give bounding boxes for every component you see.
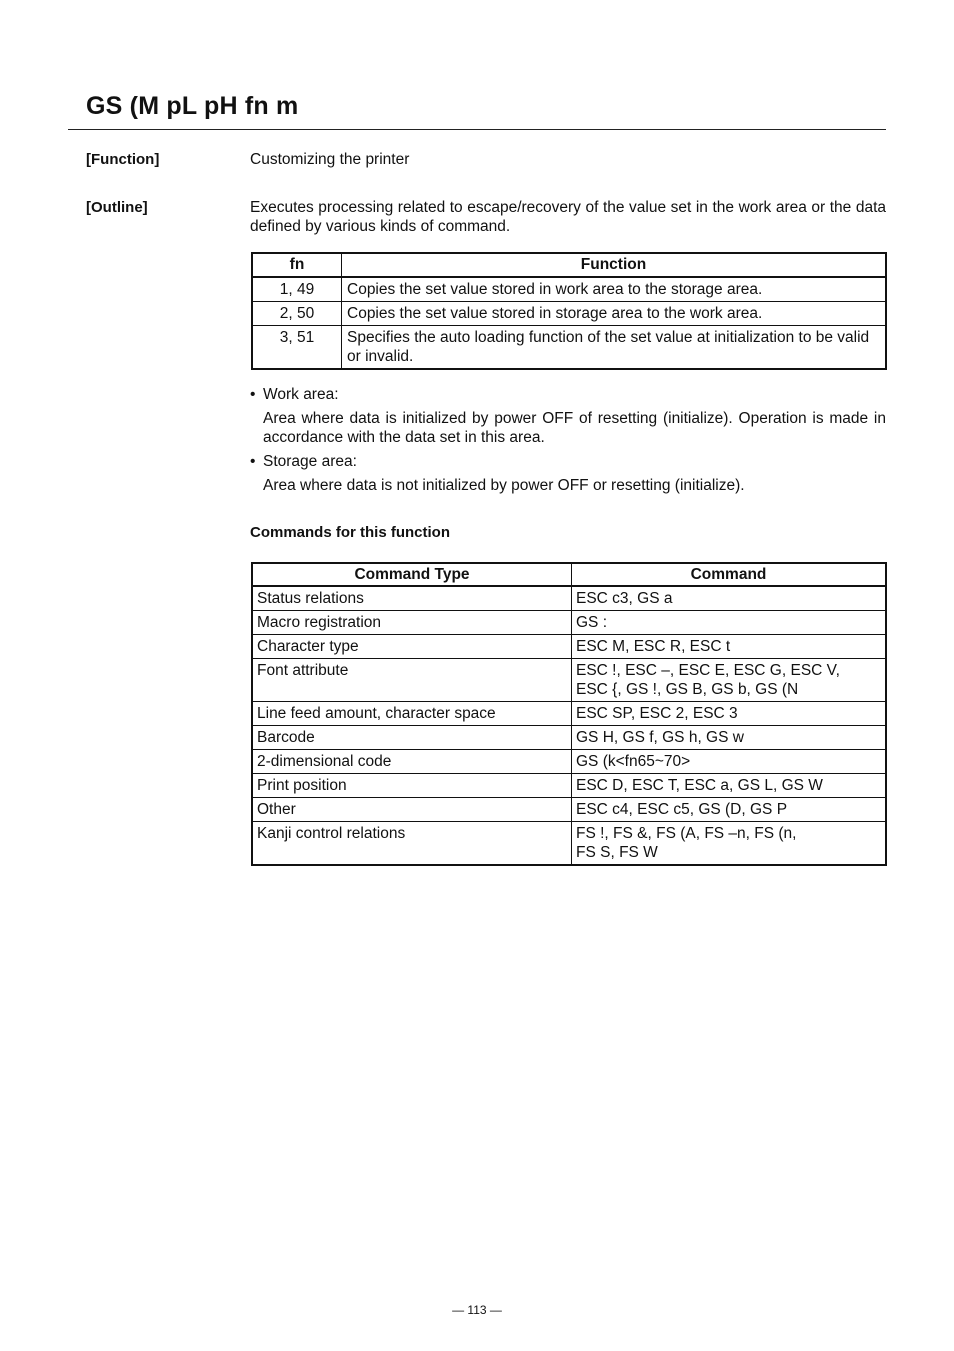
outline-text: Executes processing related to escape/recovery of the value set in the work area or the data defined by various kinds of command.: [250, 199, 886, 235]
table-row: [252, 302, 886, 326]
command-line: GS :: [576, 614, 608, 631]
command-line: FS S, FS W: [576, 844, 658, 861]
table-row: [252, 326, 886, 370]
function-column-header: Function: [342, 253, 887, 277]
command-type-cell: 2-dimensional code: [252, 750, 572, 774]
command-type-cell: Barcode: [252, 726, 572, 750]
area-term: Work area:: [263, 386, 339, 403]
page-number: — 113 —: [452, 1303, 502, 1317]
command-type-cell: Line feed amount, character space: [252, 702, 572, 726]
fn-table-header-row: [252, 253, 886, 277]
fn-value: 2, 50: [252, 302, 342, 326]
command-cell: [572, 586, 887, 611]
command-cell: [572, 635, 887, 659]
command-type-cell: Other: [252, 798, 572, 822]
table-row: [252, 659, 886, 702]
command-type-column-header: Command Type: [252, 563, 572, 586]
function-label: [Function]: [86, 151, 160, 168]
command-line: ESC c4, ESC c5, GS (D, GS P: [576, 801, 788, 818]
page-title: GS (M pL pH fn m: [86, 92, 299, 120]
table-row: [252, 635, 886, 659]
fn-value: 1, 49: [252, 277, 342, 302]
bullet-icon: •: [250, 453, 256, 470]
command-cell: [572, 822, 887, 866]
command-column-header: Command: [572, 563, 887, 586]
command-line: ESC M, ESC R, ESC t: [576, 638, 731, 655]
area-definitions: [250, 385, 886, 500]
command-line: ESC !, ESC –, ESC E, ESC G, ESC V,: [576, 662, 840, 679]
command-line: ESC D, ESC T, ESC a, GS L, GS W: [576, 777, 823, 794]
table-row: [252, 774, 886, 798]
table-row: [252, 798, 886, 822]
area-term: Storage area:: [263, 453, 357, 470]
command-line: ESC SP, ESC 2, ESC 3: [576, 705, 738, 722]
table-row: [252, 750, 886, 774]
list-item: [250, 452, 886, 471]
bullet-icon: •: [250, 386, 256, 403]
command-cell: [572, 750, 887, 774]
fn-column-header: fn: [252, 253, 342, 277]
fn-value: 3, 51: [252, 326, 342, 370]
command-cell: [572, 659, 887, 702]
table-row: [252, 822, 886, 866]
table-row: [252, 726, 886, 750]
command-type-cell: Macro registration: [252, 611, 572, 635]
command-cell: [572, 702, 887, 726]
command-cell: [572, 611, 887, 635]
command-table: [251, 562, 887, 866]
area-description: Area where data is initialized by power OFF of resetting (initialize). Operation is made in accordance with the data set in this area.: [263, 410, 886, 446]
title-divider: [68, 129, 886, 130]
command-table-header-row: [252, 563, 886, 586]
command-line: GS (k<fn65~70>: [576, 753, 691, 770]
fn-table: [251, 252, 887, 370]
command-line: GS H, GS f, GS h, GS w: [576, 729, 744, 746]
table-row: [252, 702, 886, 726]
command-cell: [572, 726, 887, 750]
command-cell: [572, 774, 887, 798]
area-description: Area where data is not initialized by power OFF or resetting (initialize).: [263, 477, 745, 494]
command-type-cell: Font attribute: [252, 659, 572, 702]
function-description: Copies the set value stored in work area to the storage area.: [342, 277, 887, 302]
command-line: ESC c3, GS a: [576, 590, 673, 607]
table-row: [252, 586, 886, 611]
function-text: Customizing the printer: [250, 151, 410, 168]
outline-label: [Outline]: [86, 199, 148, 216]
table-row: [252, 277, 886, 302]
command-type-cell: Print position: [252, 774, 572, 798]
command-type-cell: Kanji control relations: [252, 822, 572, 866]
command-line: ESC {, GS !, GS B, GS b, GS (N: [576, 681, 799, 698]
table-row: [252, 611, 886, 635]
command-type-cell: Status relations: [252, 586, 572, 611]
list-item: [250, 385, 886, 404]
command-type-cell: Character type: [252, 635, 572, 659]
command-cell: [572, 798, 887, 822]
function-description: Specifies the auto loading function of the set value at initialization to be valid or invalid.: [342, 326, 887, 370]
function-description: Copies the set value stored in storage area to the work area.: [342, 302, 887, 326]
commands-heading: Commands for this function: [250, 524, 450, 541]
command-line: FS !, FS &, FS (A, FS –n, FS (n,: [576, 825, 797, 842]
